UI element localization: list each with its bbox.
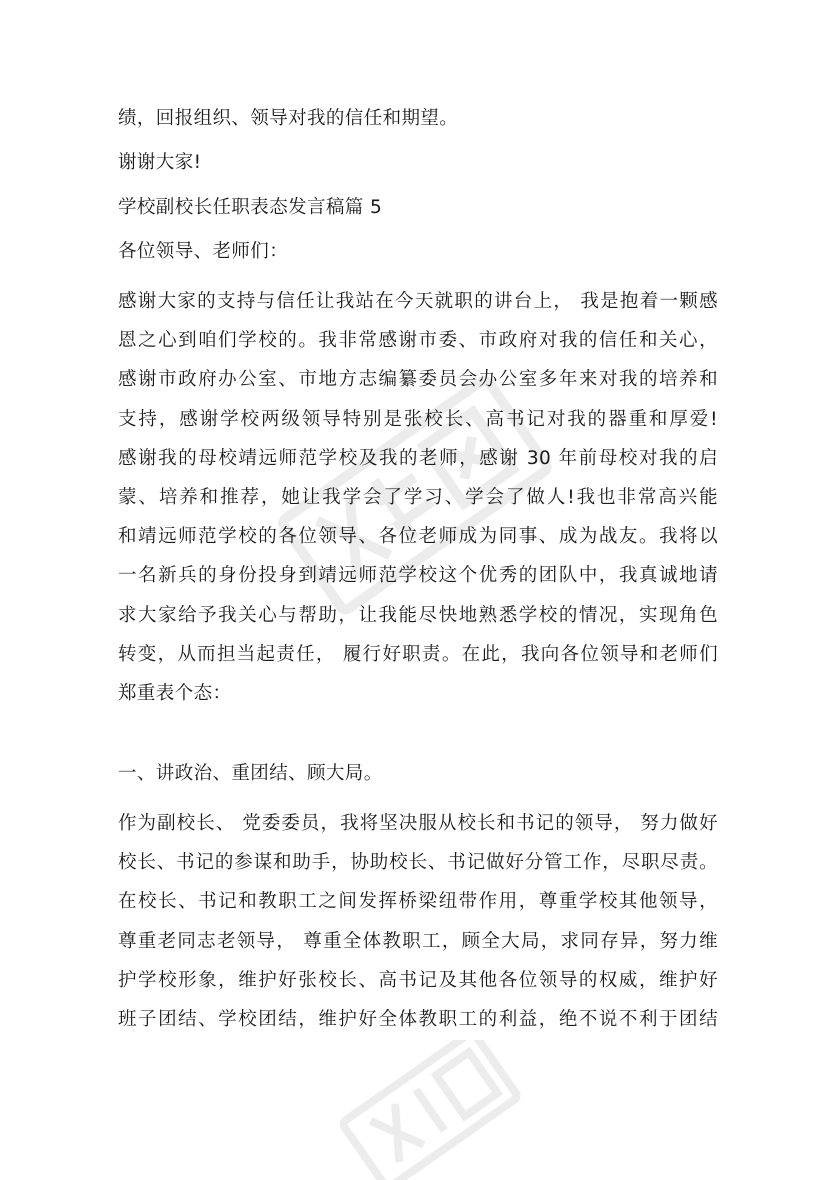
paragraph-2-line: 作为副校长、 党委委员，我将坚决服从校长和书记的领导， 努力做好 [118, 813, 718, 834]
paragraph-1-line: 感谢大家的支持与信任让我站在今天就职的讲台上， 我是抱着一颗感 [118, 291, 718, 312]
paragraph-2-line: 班子团结、学校团结，维护好全体教职工的利益，绝不说不利于团结 [118, 1009, 718, 1031]
paragraph-2-line: 校长、书记的参谋和助手，协助校长、书记做好分管工作，尽职尽责。 [118, 852, 718, 874]
paragraph-1-line: 支持，感谢学校两级领导特别是张校长、高书记对我的器重和厚爱! [118, 408, 718, 430]
paragraph-1 [118, 282, 718, 713]
paragraph-1-line: 蒙、培养和推荐，她让我学会了学习、学会了做人!我也非常高兴能 [118, 487, 718, 509]
paragraph-1-line: 转变，从而担当起责任， 履行好职责。在此，我向各位领导和老师们 [118, 643, 718, 665]
paragraph-2 [118, 804, 718, 1039]
watermark-stamp-bottom [330, 1040, 530, 1180]
paragraph-2-line: 护学校形象，维护好张校长、高书记及其他各位领导的权威，维护好 [118, 969, 718, 991]
paragraph-1-line: 感谢市政府办公室、市地方志编纂委员会办公室多年来对我的培养和 [118, 369, 718, 391]
intro-line: 绩，回报组织、领导对我的信任和期望。 [118, 108, 459, 129]
paragraph-1-line: 求大家给予我关心与帮助，让我能尽快地熟悉学校的情况，实现角色 [118, 604, 718, 626]
point-1-heading: 一、讲政治、重团结、顾大局。 [118, 763, 383, 784]
paragraph-1-line: 感谢我的母校靖远师范学校及我的老师，感谢 30 年前母校对我的启 [118, 447, 718, 469]
section-title: 学校副校长任职表态发言稿篇 5 [118, 197, 383, 218]
paragraph-1-line: 一名新兵的身份投身到靖远师范学校这个优秀的团队中，我真诚地请 [118, 565, 718, 587]
paragraph-2-line: 在校长、书记和教职工之间发挥桥梁纽带作用，尊重学校其他领导， [118, 891, 718, 913]
paragraph-1-line: 恩之心到咱们学校的。我非常感谢市委、市政府对我的信任和关心， [118, 330, 718, 352]
paragraph-1-line: 郑重表个态： [118, 683, 232, 705]
paragraph-1-line: 和靖远师范学校的各位领导、各位老师成为同事、成为战友。我将以 [118, 526, 718, 548]
paragraph-2-line: 尊重老同志老领导， 尊重全体教职工，顾全大局，求同存异，努力维 [118, 930, 718, 952]
salutation: 各位领导、老师们： [118, 241, 289, 262]
thanks-line: 谢谢大家! [118, 152, 202, 173]
